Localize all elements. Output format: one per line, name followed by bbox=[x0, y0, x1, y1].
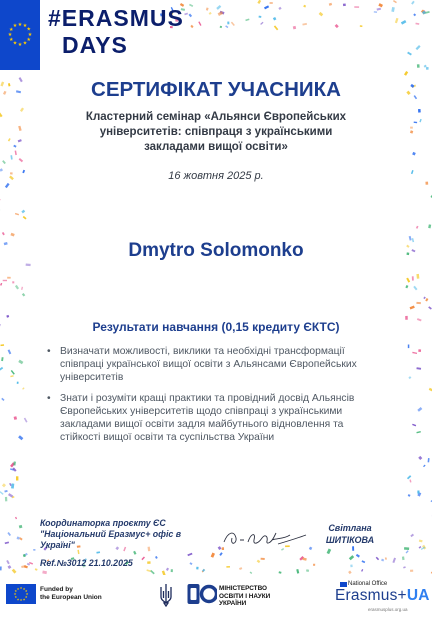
confetti-piece bbox=[410, 534, 414, 537]
confetti-piece bbox=[19, 525, 23, 528]
confetti-piece bbox=[196, 567, 198, 570]
signer-first-name: Світлана bbox=[328, 523, 372, 533]
confetti-piece bbox=[413, 286, 417, 291]
confetti-piece bbox=[418, 109, 421, 113]
confetti-piece bbox=[0, 491, 4, 495]
confetti-piece bbox=[146, 569, 150, 572]
confetti-piece bbox=[327, 549, 332, 555]
eu-star: ★ bbox=[25, 592, 29, 597]
eu-star: ★ bbox=[16, 597, 20, 602]
confetti-piece bbox=[17, 382, 19, 384]
confetti-piece bbox=[313, 564, 315, 566]
confetti-piece bbox=[293, 26, 296, 29]
confetti-piece bbox=[209, 12, 212, 15]
confetti-piece bbox=[411, 1, 415, 5]
confetti-piece bbox=[405, 285, 408, 288]
confetti-piece bbox=[18, 435, 23, 440]
eu-star: ★ bbox=[14, 595, 18, 600]
confetti-piece bbox=[410, 570, 413, 572]
confetti-piece bbox=[306, 569, 309, 572]
confetti-piece bbox=[407, 52, 412, 56]
certificate-title: СЕРТИФІКАТ УЧАСНИКА bbox=[91, 78, 341, 101]
confetti-piece bbox=[231, 22, 235, 26]
confetti-piece bbox=[402, 556, 405, 560]
confetti-piece bbox=[412, 276, 414, 280]
confetti-piece bbox=[42, 571, 47, 575]
confetti-piece bbox=[22, 293, 25, 297]
erasmus-ua-suffix: UA bbox=[406, 587, 430, 604]
eu-star: ★ bbox=[9, 36, 14, 43]
logo-text-erasmus: #ERASMUS bbox=[48, 5, 184, 31]
eu-star: ★ bbox=[12, 23, 18, 30]
confetti-piece bbox=[329, 3, 332, 6]
confetti-piece bbox=[302, 557, 307, 560]
confetti-piece bbox=[392, 558, 396, 563]
confetti-piece bbox=[419, 119, 421, 122]
eu-star: ★ bbox=[24, 595, 28, 600]
footer-logos bbox=[0, 575, 432, 617]
confetti-piece bbox=[416, 367, 421, 370]
confetti-piece bbox=[0, 344, 4, 346]
confetti-piece bbox=[425, 182, 428, 185]
funded-line-1: Funded by bbox=[40, 586, 73, 593]
confetti-piece bbox=[360, 25, 363, 27]
bullet-icon: • bbox=[47, 393, 51, 404]
confetti-piece bbox=[21, 210, 25, 214]
confetti-piece bbox=[0, 283, 2, 286]
confetti-piece bbox=[408, 376, 411, 379]
confetti-piece bbox=[350, 565, 352, 568]
confetti-piece bbox=[407, 475, 411, 479]
ministry-mark-icon bbox=[187, 583, 217, 605]
confetti-piece bbox=[414, 122, 418, 124]
learning-outcome-item bbox=[47, 345, 367, 384]
confetti-piece bbox=[416, 431, 421, 433]
confetti-piece bbox=[0, 112, 3, 117]
confetti-piece bbox=[19, 537, 22, 540]
confetti-piece bbox=[22, 387, 24, 389]
confetti-piece bbox=[15, 517, 17, 520]
confetti-piece bbox=[419, 540, 423, 543]
confetti-piece bbox=[18, 126, 21, 131]
confetti-piece bbox=[17, 537, 20, 540]
confetti-piece bbox=[426, 67, 429, 70]
ministry-line-2: ОСВІТИ І НАУКИ bbox=[219, 592, 271, 600]
confetti-piece bbox=[261, 558, 265, 560]
confetti-piece bbox=[190, 25, 193, 28]
learning-outcome-text: Визначати можливості, виклики та необхідні трансформації співпраці української вищої освіти з Альянсами Європейських університетів bbox=[60, 346, 357, 383]
confetti-piece bbox=[10, 233, 14, 237]
confetti-piece bbox=[0, 566, 2, 570]
confetti-piece bbox=[19, 158, 24, 162]
confetti-piece bbox=[319, 12, 324, 16]
confetti-piece bbox=[7, 277, 11, 279]
ministry-line-3: УКРАЇНИ bbox=[219, 600, 247, 607]
confetti-piece bbox=[257, 0, 261, 4]
confetti-piece bbox=[412, 152, 416, 156]
confetti-piece bbox=[378, 3, 383, 7]
erasmus-days-logo bbox=[0, 0, 184, 70]
confetti-piece bbox=[10, 375, 13, 377]
confetti-piece bbox=[417, 407, 422, 412]
confetti-piece bbox=[5, 497, 7, 502]
eu-star: ★ bbox=[19, 598, 23, 603]
eu-star: ★ bbox=[12, 40, 18, 47]
confetti-piece bbox=[206, 7, 209, 10]
confetti-piece bbox=[3, 280, 7, 281]
confetti-piece bbox=[418, 349, 421, 352]
confetti-piece bbox=[425, 298, 428, 302]
confetti-piece bbox=[406, 550, 409, 553]
ministry-name bbox=[219, 585, 270, 608]
ministry-line-1: МІНІСТЕРСТВО bbox=[219, 585, 268, 592]
confetti-piece bbox=[428, 306, 432, 309]
confetti-piece bbox=[410, 127, 413, 129]
confetti-piece bbox=[303, 5, 306, 8]
confetti-piece bbox=[13, 461, 16, 465]
confetti-piece bbox=[264, 5, 269, 9]
confetti-piece bbox=[239, 567, 242, 570]
confetti-piece bbox=[21, 287, 23, 290]
confetti-piece bbox=[270, 2, 273, 4]
confetti-piece bbox=[13, 145, 16, 148]
confetti-piece bbox=[15, 213, 19, 215]
confetti-piece bbox=[416, 45, 421, 50]
confetti-piece bbox=[0, 199, 1, 202]
confetti-piece bbox=[417, 64, 420, 68]
confetti-piece bbox=[391, 7, 394, 12]
learning-outcome-item bbox=[47, 392, 367, 444]
confetti-piece bbox=[8, 349, 12, 354]
confetti-piece bbox=[166, 568, 169, 571]
confetti-piece bbox=[419, 546, 422, 549]
confetti-piece bbox=[155, 556, 158, 559]
confetti-piece bbox=[141, 556, 145, 560]
confetti-piece bbox=[401, 20, 407, 25]
confetti-piece bbox=[395, 18, 399, 23]
confetti-piece bbox=[362, 560, 366, 563]
trident-icon bbox=[158, 583, 174, 607]
confetti-piece bbox=[250, 572, 253, 574]
confetti-piece bbox=[381, 559, 384, 562]
confetti-piece bbox=[18, 360, 23, 365]
confetti-piece bbox=[198, 21, 201, 25]
confetti-piece bbox=[11, 483, 14, 488]
confetti-piece bbox=[416, 226, 419, 229]
confetti-piece bbox=[412, 352, 417, 354]
confetti-piece bbox=[278, 7, 281, 10]
confetti-piece bbox=[259, 16, 262, 18]
eu-star: ★ bbox=[14, 589, 18, 594]
confetti-piece bbox=[409, 480, 411, 483]
confetti-piece bbox=[279, 571, 282, 573]
confetti-piece bbox=[406, 278, 410, 283]
eu-star: ★ bbox=[26, 26, 31, 33]
logo-text-days: DAYS bbox=[62, 32, 128, 58]
confetti-piece bbox=[20, 108, 24, 112]
confetti-piece bbox=[348, 571, 352, 575]
confetti-piece bbox=[5, 541, 9, 544]
erasmus-word: Erasmus+ bbox=[335, 587, 407, 604]
confetti-piece bbox=[15, 151, 17, 156]
results-title: Результати навчання (0,15 кредиту ЄКТС) bbox=[92, 320, 340, 334]
confetti-piece bbox=[423, 297, 425, 300]
eu-star: ★ bbox=[22, 586, 26, 591]
eu-star: ★ bbox=[19, 586, 23, 591]
confetti-piece bbox=[4, 490, 7, 493]
confetti-piece bbox=[6, 560, 10, 564]
eu-star: ★ bbox=[17, 41, 23, 48]
confetti-piece bbox=[216, 5, 221, 10]
event-name: Кластерний семінар «Альянси Європейських університетів: співпраця з українськими закладами вищої освіти» bbox=[85, 111, 347, 153]
confetti-piece bbox=[418, 456, 422, 460]
confetti-piece bbox=[1, 398, 4, 401]
confetti-piece bbox=[273, 17, 276, 20]
confetti-piece bbox=[410, 306, 415, 310]
confetti-piece bbox=[413, 13, 416, 16]
confetti-piece bbox=[2, 232, 5, 235]
confetti-piece bbox=[354, 6, 359, 8]
confetti-piece bbox=[343, 4, 346, 7]
coordinator-title: Координаторка проєкту ЄС "Національний Еразмус+ офіс в Україні" bbox=[40, 518, 182, 550]
confetti-piece bbox=[23, 216, 27, 220]
confetti-piece bbox=[296, 569, 299, 574]
bullet-icon: • bbox=[47, 346, 51, 357]
confetti-piece bbox=[8, 565, 12, 569]
eu-flag-icon bbox=[6, 584, 36, 604]
signer-name bbox=[306, 522, 394, 546]
participant-name: Dmytro Solomonko bbox=[128, 240, 304, 261]
eu-star: ★ bbox=[22, 597, 26, 602]
confetti-piece bbox=[245, 18, 249, 21]
confetti-piece bbox=[33, 549, 35, 551]
confetti-piece bbox=[18, 139, 22, 142]
funded-line-2: the European Union bbox=[40, 594, 102, 601]
eu-star: ★ bbox=[26, 36, 31, 43]
confetti-piece bbox=[260, 22, 263, 25]
confetti-piece bbox=[12, 569, 17, 574]
eu-star: ★ bbox=[17, 21, 23, 28]
confetti-piece bbox=[408, 494, 411, 497]
confetti-piece bbox=[14, 416, 17, 420]
confetti-piece bbox=[385, 557, 387, 560]
website-text: erasmusplus.org.ua bbox=[368, 607, 408, 612]
confetti-piece bbox=[2, 160, 6, 164]
confetti-piece bbox=[184, 13, 188, 16]
confetti-piece bbox=[226, 566, 230, 568]
confetti-piece bbox=[415, 23, 419, 25]
eu-star: ★ bbox=[22, 23, 28, 30]
eu-star: ★ bbox=[24, 589, 28, 594]
confetti-piece bbox=[412, 424, 416, 427]
confetti-piece bbox=[257, 560, 261, 563]
confetti-piece bbox=[133, 551, 136, 555]
confetti-piece bbox=[188, 14, 192, 18]
confetti-piece bbox=[410, 130, 413, 133]
confetti-piece bbox=[8, 138, 11, 141]
eu-star: ★ bbox=[22, 40, 28, 47]
confetti-piece bbox=[376, 557, 379, 561]
eu-stars-icon bbox=[0, 0, 40, 70]
confetti-piece bbox=[227, 22, 229, 25]
confetti-piece bbox=[10, 155, 12, 159]
confetti-piece bbox=[5, 183, 10, 188]
confetti-piece bbox=[393, 0, 397, 3]
confetti-piece bbox=[24, 418, 28, 423]
confetti-piece bbox=[147, 561, 150, 564]
confetti-piece bbox=[11, 370, 15, 375]
confetti-piece bbox=[15, 285, 19, 290]
confetti-piece bbox=[417, 490, 419, 493]
confetti-piece bbox=[349, 555, 354, 560]
confetti-piece bbox=[374, 11, 377, 13]
confetti-piece bbox=[309, 547, 312, 551]
eu-star: ★ bbox=[13, 592, 17, 597]
confetti-piece bbox=[189, 562, 192, 565]
confetti-piece bbox=[220, 26, 222, 28]
confetti-piece bbox=[428, 458, 430, 462]
confetti-piece bbox=[377, 8, 382, 11]
confetti-piece bbox=[423, 465, 426, 468]
confetti-piece bbox=[335, 24, 339, 28]
confetti-piece bbox=[12, 281, 14, 283]
confetti-piece bbox=[302, 23, 307, 26]
eu-star: ★ bbox=[16, 586, 20, 591]
confetti-piece bbox=[0, 367, 3, 371]
confetti-piece bbox=[35, 568, 38, 570]
eu-star: ★ bbox=[9, 26, 14, 33]
confetti-piece bbox=[7, 532, 11, 536]
confetti-piece bbox=[404, 71, 408, 76]
confetti-piece bbox=[211, 553, 215, 558]
confetti-piece bbox=[416, 274, 419, 279]
signer-last-name: ШИТІКОВА bbox=[325, 535, 375, 545]
confetti-piece bbox=[187, 553, 192, 556]
confetti-piece bbox=[6, 315, 9, 318]
confetti-piece bbox=[26, 264, 31, 267]
confetti-piece bbox=[404, 547, 409, 550]
confetti-piece bbox=[96, 551, 100, 553]
national-office-label: National Office bbox=[348, 581, 388, 587]
confetti-piece bbox=[428, 224, 431, 228]
eu-star: ★ bbox=[27, 31, 33, 38]
confetti-piece bbox=[2, 483, 6, 487]
confetti-piece bbox=[361, 569, 363, 572]
funded-by-eu-text bbox=[40, 586, 102, 602]
confetti-piece bbox=[274, 25, 279, 30]
signature-icon bbox=[218, 518, 308, 554]
learning-outcome-text: Знати і розуміти кращі практики та провідний досвід Альянсів Європейських університетів щодо співпраці з українськими закладами вищої освіти задля майбутнього відновлення та стійкості вищої освіти та суспільства України bbox=[60, 393, 355, 443]
confetti-piece bbox=[225, 25, 228, 28]
confetti-piece bbox=[1, 357, 3, 361]
reference-number: Ref.№3012 21.10.2025 bbox=[40, 558, 133, 568]
confetti-piece bbox=[352, 546, 354, 550]
event-date: 16 жовтня 2025 р. bbox=[168, 170, 264, 182]
learning-outcomes-list bbox=[47, 345, 367, 452]
confetti-piece bbox=[403, 566, 406, 568]
confetti-piece bbox=[356, 554, 360, 558]
confetti-piece bbox=[189, 4, 193, 7]
erasmus-ua-logo bbox=[335, 587, 430, 605]
confetti-piece bbox=[408, 345, 410, 349]
confetti-piece bbox=[16, 476, 18, 480]
eu-star: ★ bbox=[7, 31, 13, 38]
confetti-piece bbox=[416, 302, 420, 304]
confetti-piece bbox=[171, 569, 173, 572]
